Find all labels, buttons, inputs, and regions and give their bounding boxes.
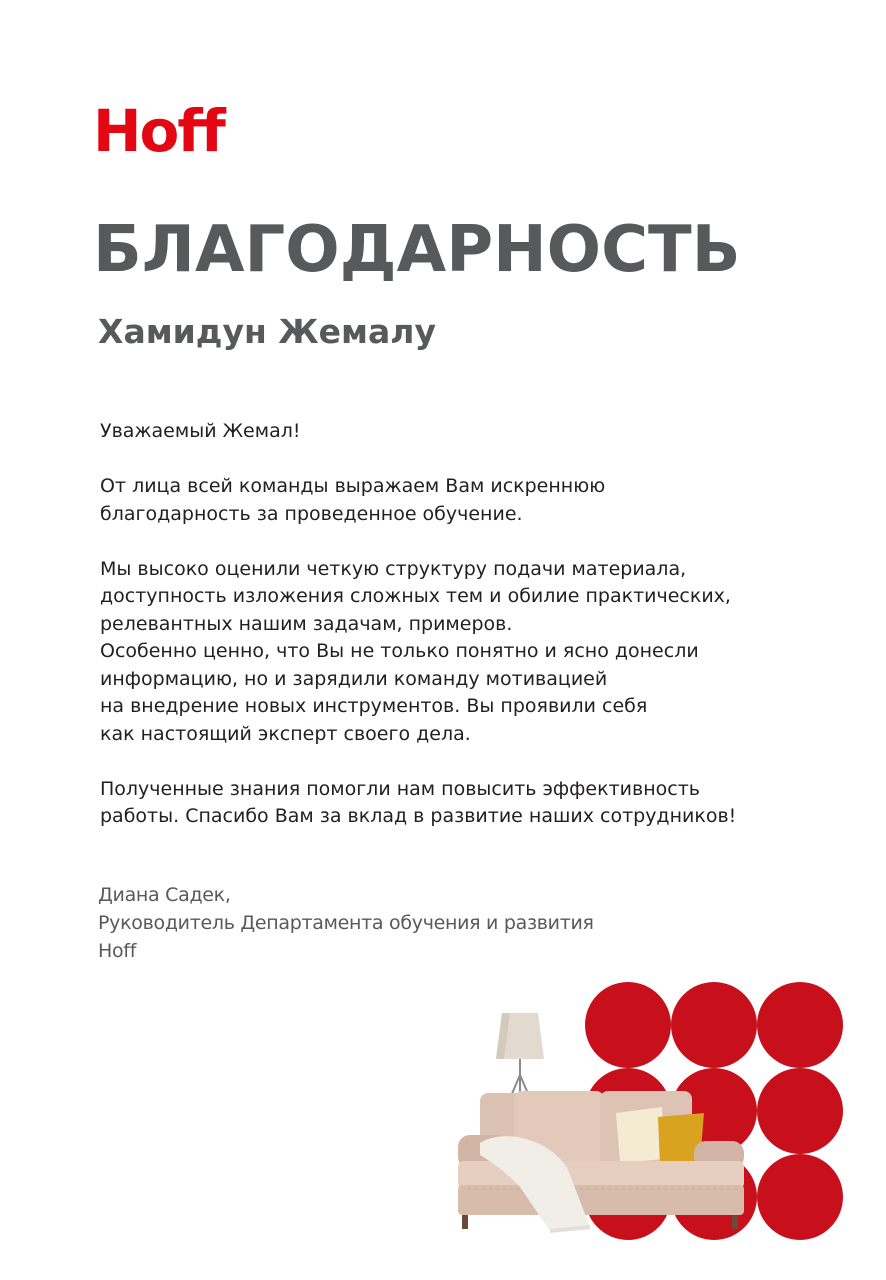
text-line: доступность изложения сложных тем и обилие практических, (100, 585, 731, 607)
text-line: Мы высоко оценили четкую структуру подачи материала, (100, 557, 687, 580)
signer-name: Диана Садек, (98, 884, 231, 906)
signer-position: Руководитель Департамента обучения и развития (98, 912, 594, 934)
text-line: работы. Спасибо Вам за вклад в развитие наших сотрудников! (100, 805, 737, 827)
text-line: информацию, но и зарядили команду мотивацией (100, 667, 608, 690)
logo-text: Hoff (93, 97, 224, 165)
page-title: БЛАГОДАРНОСТЬ (93, 213, 741, 287)
greeting: Уважаемый Жемал! (100, 420, 301, 442)
text-line: Полученные знания помогли нам повысить эффективность (100, 777, 700, 800)
paragraph-3 (100, 776, 820, 831)
signature-block (98, 881, 594, 965)
text-line: на внедрение новых инструментов. Вы проявили себя (100, 695, 648, 717)
text-line: как настоящий эксперт своего дела. (100, 722, 471, 745)
text-line: От лица всей команды выражаем Вам искреннюю (100, 475, 606, 497)
letter-body (100, 418, 820, 831)
recipient-name: Хамидун Жемалу (98, 312, 436, 351)
decorative-illustration (450, 975, 886, 1280)
hoff-logo (93, 92, 238, 170)
paragraph-2 (100, 556, 820, 749)
text-line: релевантных нашим задачам, примеров. (100, 612, 513, 635)
floor-lamp-icon (496, 1013, 544, 1103)
signer-company: Hoff (98, 940, 137, 962)
text-line: Особенно ценно, что Вы не только понятно и ясно донесли (100, 640, 699, 662)
paragraph-1 (100, 473, 820, 528)
text-line: благодарность за проведенное обучение. (100, 502, 523, 525)
